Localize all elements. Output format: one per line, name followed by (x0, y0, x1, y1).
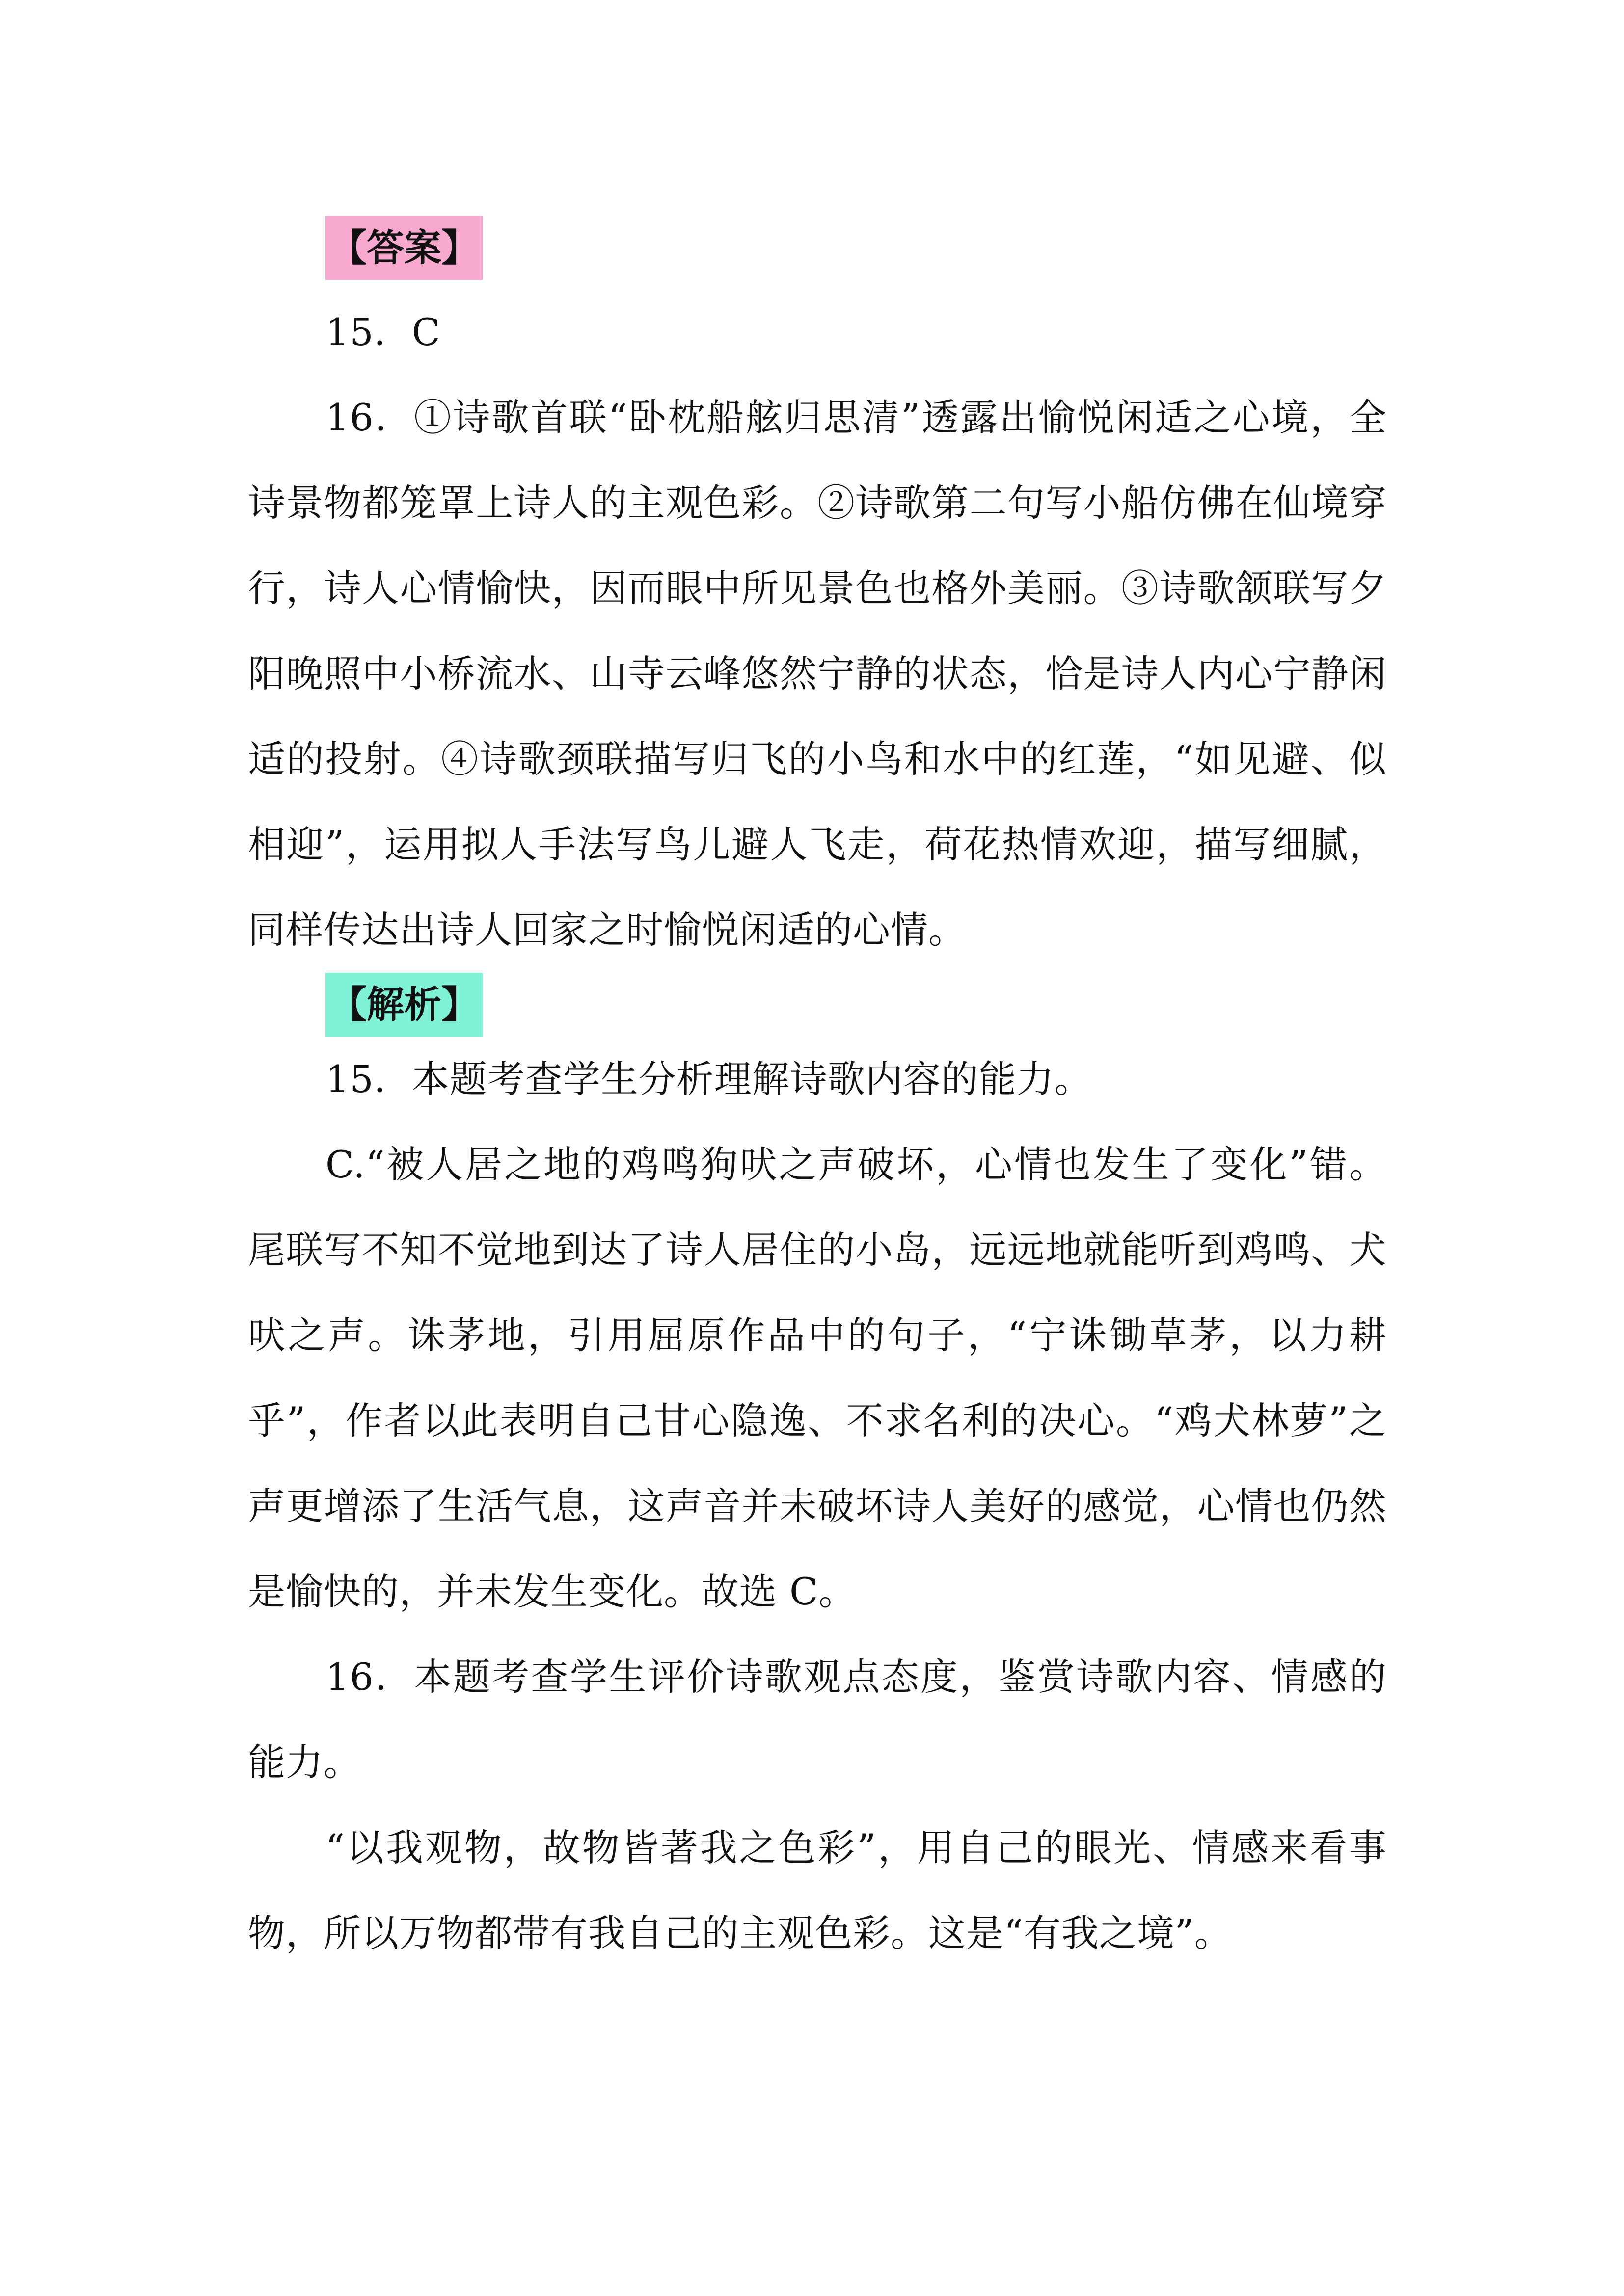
analysis-15-body: C.“被人居之地的鸡鸣狗吠之声破坏，心情也发生了变化”错。尾联写不知不觉地到达了诗人居住的小岛，远远地就能听到鸡鸣、犬吠之声。诛茅地，引用屈原作品中的句子，“宁诛锄草茅，以力耕乎”，作者以此表明自己甘心隐逸、不求名利的决心。“鸡犬林萝”之声更增添了生活气息，这声音并未破坏诗人美好的感觉，心情也仍然是愉快的，并未发生变化。故选 C。 (248, 1143, 1387, 1613)
answer-tag: 【答案】 (325, 216, 483, 280)
analysis-16-body: “以我观物，故物皆著我之色彩”，用自己的眼光、情感来看事物，所以万物都带有我自己的主观色彩。这是“有我之境”。 (248, 1826, 1387, 1955)
analysis-tag: 【解析】 (325, 973, 483, 1037)
analysis-16-intro: 16．本题考查学生评价诗歌观点态度，鉴赏诗歌内容、情感的能力。 (248, 1655, 1387, 1784)
answer-15: 15．C (325, 310, 441, 354)
answer-section (248, 216, 1387, 973)
document-page (248, 216, 1387, 1976)
analysis-15-intro: 15．本题考查学生分析理解诗歌内容的能力。 (325, 1057, 1092, 1101)
answer-16: 16．①诗歌首联“卧枕船舷归思清”透露出愉悦闲适之心境，全诗景物都笼罩上诗人的主观色彩。②诗歌第二句写小船仿佛在仙境穿行，诗人心情愉快，因而眼中所见景色也格外美丽。③诗歌颔联写夕阳晚照中小桥流水、山寺云峰悠然宁静的状态，恰是诗人内心宁静闲适的投射。④诗歌颈联描写归飞的小鸟和水中的红莲，“如见避、似相迎”，运用拟人手法写鸟儿避人飞走，荷花热情欢迎，描写细腻，同样传达出诗人回家之时愉悦闲适的心情。 (248, 396, 1387, 952)
analysis-section (248, 973, 1387, 1976)
